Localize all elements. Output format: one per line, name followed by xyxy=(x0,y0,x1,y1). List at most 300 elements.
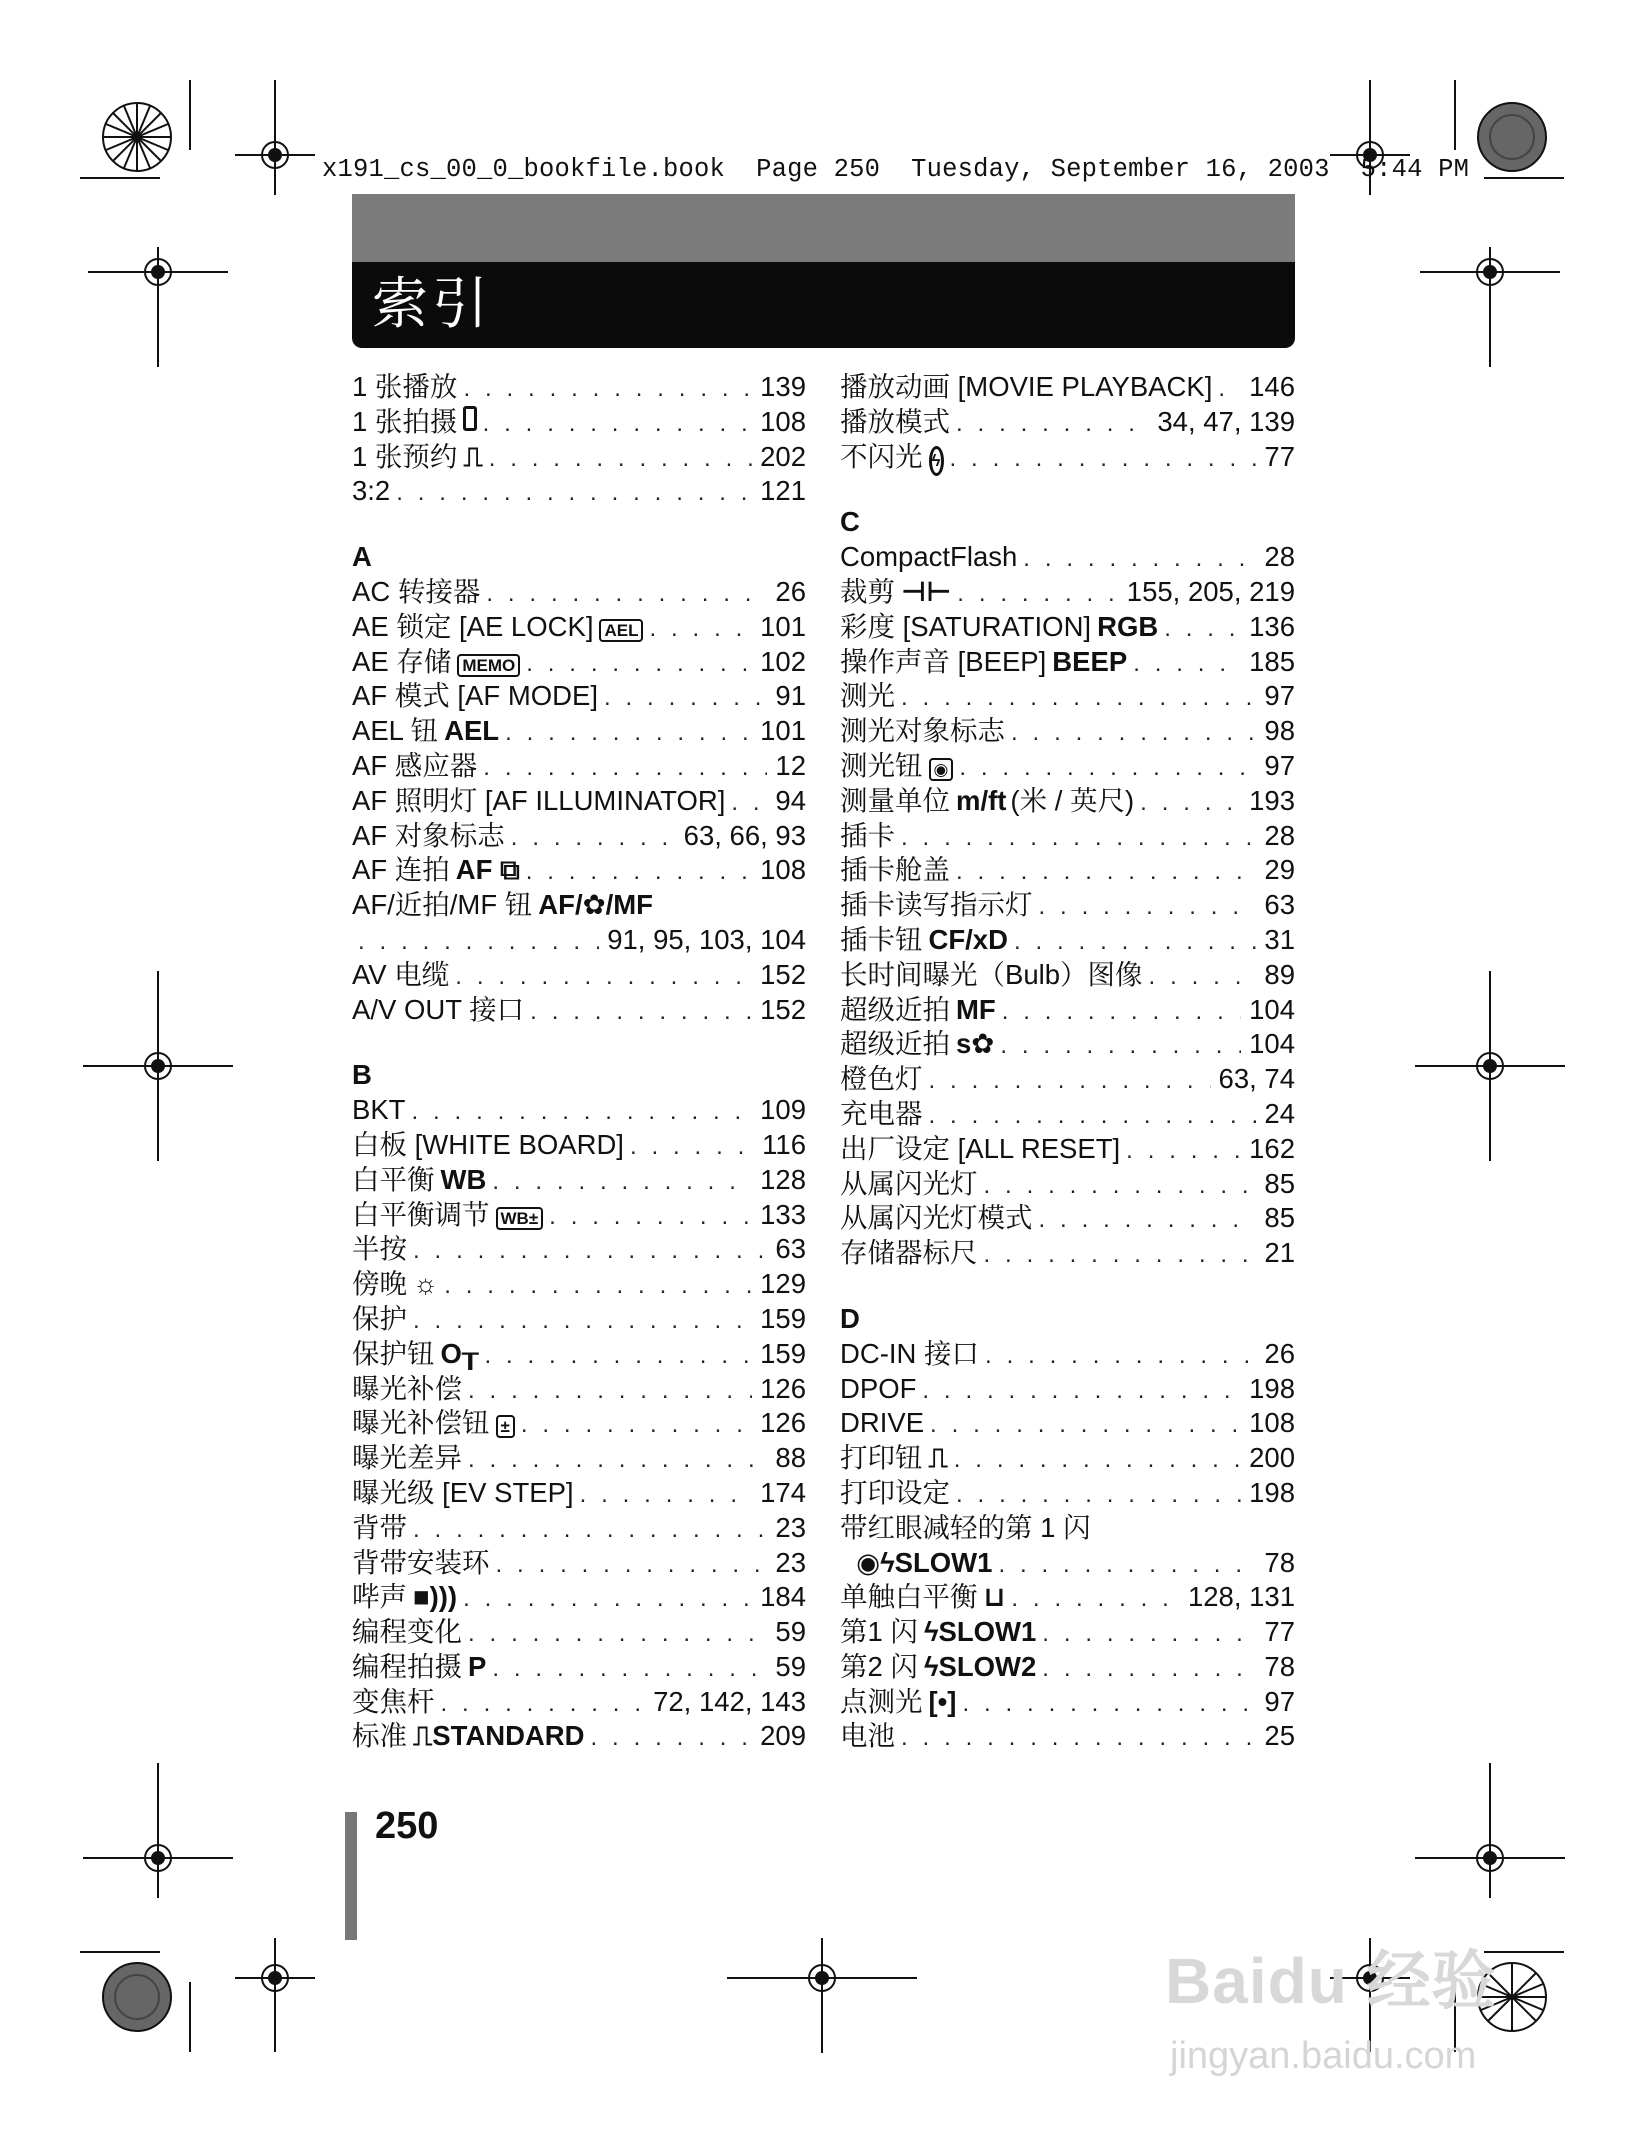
entry-label: AF 照明灯 [AF ILLUMINATOR] xyxy=(352,784,726,816)
index-entry xyxy=(840,1441,1295,1476)
page-reference: 88 xyxy=(775,1442,806,1474)
index-entry xyxy=(840,679,1295,714)
index-entry xyxy=(840,1685,1295,1720)
page-reference: 78 xyxy=(1264,1546,1295,1578)
entry-line xyxy=(840,1546,1295,1581)
dot-leader xyxy=(922,1374,1241,1409)
index-entry xyxy=(840,1719,1295,1754)
entry-label: DPOF xyxy=(840,1372,917,1404)
entry-label: 编程变化 xyxy=(352,1616,462,1648)
index-entry xyxy=(352,853,806,888)
entry-label: AF 模式 [AF MODE] xyxy=(352,680,598,712)
page-reference: 126 xyxy=(760,1407,806,1439)
entry-label: 保护 xyxy=(352,1302,407,1334)
page-reference: 63 xyxy=(775,1233,806,1265)
page-reference: 146 xyxy=(1249,371,1295,402)
index-entry xyxy=(352,575,806,610)
index-entry xyxy=(352,1163,806,1198)
index-column-left xyxy=(352,370,806,1754)
page-reference: 31 xyxy=(1264,923,1295,955)
dot-leader xyxy=(486,577,767,612)
entry-symbol: AF ⧉ xyxy=(455,854,520,886)
entry-label: 单触白平衡 xyxy=(840,1581,978,1613)
page-reference: 139 xyxy=(760,371,806,402)
dot-leader xyxy=(929,1064,1211,1099)
index-entry xyxy=(352,1719,806,1754)
page-reference: 29 xyxy=(1264,854,1295,886)
index-entry xyxy=(352,888,806,958)
entry-label: 超级近拍 xyxy=(840,993,950,1025)
page-reference: 85 xyxy=(1264,1202,1295,1234)
index-entry xyxy=(840,714,1295,749)
dot-leader xyxy=(959,751,1256,786)
dot-leader xyxy=(604,681,767,716)
index-entry xyxy=(352,1093,806,1128)
entry-label: AE 锁定 [AE LOCK] xyxy=(352,610,594,642)
dot-leader xyxy=(492,1165,752,1200)
dot-leader xyxy=(1002,995,1241,1030)
index-entry xyxy=(352,1372,806,1407)
page-reference: 97 xyxy=(1264,680,1295,712)
entry-label: 半按 xyxy=(352,1233,407,1265)
entry-symbol: ⎍ xyxy=(928,1442,948,1474)
dot-leader xyxy=(1126,1134,1241,1169)
index-entry xyxy=(352,1650,806,1685)
dot-leader xyxy=(591,1721,753,1756)
entry-symbol: MF xyxy=(956,993,996,1025)
dot-leader xyxy=(1133,647,1241,682)
entry-symbol: CF/xD xyxy=(928,923,1008,955)
page-reference: 25 xyxy=(1264,1720,1295,1752)
index-entry xyxy=(840,1476,1295,1511)
dot-leader xyxy=(649,612,752,647)
watermark-logo: Baidu 经验 xyxy=(1165,1945,1497,2017)
dot-leader xyxy=(441,1687,646,1722)
page-reference: 94 xyxy=(775,784,806,816)
page-reference: 198 xyxy=(1249,1476,1295,1508)
section-heading: C xyxy=(840,506,860,538)
page-reference: 193 xyxy=(1249,784,1295,816)
dot-leader xyxy=(396,476,752,511)
index-entry xyxy=(840,819,1295,854)
dot-leader xyxy=(526,855,752,890)
dot-leader xyxy=(1000,1029,1241,1064)
dot-leader xyxy=(956,1478,1241,1513)
dot-leader xyxy=(901,1721,1256,1756)
entry-label: 插卡舱盖 xyxy=(840,854,950,886)
dot-leader xyxy=(950,442,1257,477)
page-reference: 129 xyxy=(760,1268,806,1300)
page-reference: 91, 95, 103, 104 xyxy=(607,923,806,955)
dot-leader xyxy=(985,1339,1256,1374)
section-gap xyxy=(840,1271,1295,1302)
entry-label: 播放模式 xyxy=(840,405,950,437)
dot-leader xyxy=(1039,890,1257,925)
dot-leader xyxy=(901,681,1256,716)
page-reference: 97 xyxy=(1264,1685,1295,1717)
page-reference: 28 xyxy=(1264,541,1295,573)
index-entry xyxy=(840,1511,1295,1581)
entry-label: A/V OUT 接口 xyxy=(352,993,525,1025)
page-reference: 26 xyxy=(1264,1337,1295,1369)
index-entry xyxy=(352,749,806,784)
index-entry xyxy=(840,993,1295,1028)
entry-label: 橙色灯 xyxy=(840,1063,923,1095)
index-entry xyxy=(352,1615,806,1650)
page-reference: 63, 66, 93 xyxy=(683,819,806,851)
page-reference: 116 xyxy=(762,1128,806,1160)
entry-suffix: (米 / 英尺) xyxy=(1010,784,1135,816)
page-reference: 108 xyxy=(760,854,806,886)
dot-leader xyxy=(526,647,752,682)
page-reference: 155, 205, 219 xyxy=(1126,575,1295,607)
page-reference: 133 xyxy=(760,1198,806,1230)
entry-label: CompactFlash xyxy=(840,541,1018,573)
dot-leader xyxy=(358,925,599,960)
dot-leader xyxy=(492,1652,767,1687)
index-entry xyxy=(352,370,806,405)
page-reference: 77 xyxy=(1264,440,1295,472)
entry-label: 第1 闪 xyxy=(840,1616,918,1648)
entry-label: 测光对象标志 xyxy=(840,715,1005,747)
dot-leader xyxy=(484,1339,752,1374)
page-reference: 23 xyxy=(775,1511,806,1543)
section-gap xyxy=(840,474,1295,505)
entry-label: 打印钮 xyxy=(840,1442,923,1474)
page-reference: 28 xyxy=(1264,819,1295,851)
index-entry xyxy=(840,749,1295,784)
entry-label: DRIVE xyxy=(840,1407,925,1439)
dot-leader xyxy=(630,1130,754,1165)
page-reference: 102 xyxy=(760,645,806,677)
page-reference: 104 xyxy=(1249,993,1295,1025)
entry-label: 白板 [WHITE BOARD] xyxy=(352,1128,624,1160)
dot-leader xyxy=(1140,786,1241,821)
dot-leader xyxy=(1014,925,1256,960)
page-reference: 128 xyxy=(760,1163,806,1195)
index-entry xyxy=(352,1406,806,1441)
page-reference: 23 xyxy=(775,1546,806,1578)
index-entry xyxy=(352,405,806,440)
dot-leader xyxy=(901,821,1256,856)
dot-leader xyxy=(530,995,752,1030)
dot-leader xyxy=(413,1234,767,1269)
page-reference: 91 xyxy=(775,680,806,712)
entry-label: 背带 xyxy=(352,1511,407,1543)
header-title-bar xyxy=(352,262,1295,348)
dot-leader xyxy=(1023,542,1256,577)
entry-label: AF/近拍/MF 钮 xyxy=(352,889,533,921)
index-entry xyxy=(840,1580,1295,1615)
entry-label: 存储器标尺 xyxy=(840,1237,978,1269)
entry-label: DC-IN 接口 xyxy=(840,1337,980,1369)
index-entry xyxy=(352,714,806,749)
index-entry xyxy=(840,1372,1295,1407)
entry-label: 播放动画 [MOVIE PLAYBACK] xyxy=(840,371,1213,402)
page-reference: 78 xyxy=(1264,1650,1295,1682)
index-entry xyxy=(840,405,1295,440)
page-reference: 162 xyxy=(1249,1132,1295,1164)
index-entry xyxy=(352,1232,806,1267)
entry-label: 出厂设定 [ALL RESET] xyxy=(840,1132,1121,1164)
entry-label: AF 感应器 xyxy=(352,749,478,781)
entry-symbol: s✿ xyxy=(956,1028,995,1060)
entry-label: AC 转接器 xyxy=(352,575,481,607)
page-reference: 34, 47, 139 xyxy=(1157,405,1295,437)
page-reference: 209 xyxy=(760,1720,806,1752)
page-reference: 72, 142, 143 xyxy=(653,1685,806,1717)
dot-leader xyxy=(956,855,1256,890)
index-entry xyxy=(352,1546,806,1581)
dot-leader xyxy=(468,1617,767,1652)
dot-leader xyxy=(444,1269,752,1304)
index-entry xyxy=(840,923,1295,958)
entry-label: AEL 钮 xyxy=(352,715,439,747)
entry-label: 充电器 xyxy=(840,1097,923,1129)
index-entry xyxy=(352,784,806,819)
entry-line xyxy=(352,888,806,923)
entry-label: 背带安装环 xyxy=(352,1546,490,1578)
page-reference: 109 xyxy=(760,1094,806,1126)
dot-leader xyxy=(483,751,767,786)
entry-symbol: ϟSLOW2 xyxy=(923,1650,1037,1682)
dot-leader xyxy=(984,1238,1257,1273)
page-reference: 108 xyxy=(760,405,806,437)
index-entry xyxy=(352,1302,806,1337)
flash-off-icon: ϟ xyxy=(929,446,944,476)
page-reference: 121 xyxy=(760,475,806,507)
page-reference: 128, 131 xyxy=(1187,1581,1295,1613)
entry-label: 1 张拍摄 xyxy=(352,405,458,437)
index-entry xyxy=(352,1511,806,1546)
entry-label: 曝光补偿 xyxy=(352,1372,462,1404)
index-entry xyxy=(840,1615,1295,1650)
entry-label: 保护钮 xyxy=(352,1337,435,1369)
dot-leader xyxy=(1042,1652,1256,1687)
entry-label: 打印设定 xyxy=(840,1476,950,1508)
index-entry xyxy=(352,819,806,854)
entry-symbol: ⎍STANDARD xyxy=(413,1720,585,1752)
dot-leader xyxy=(1042,1617,1256,1652)
page-reference: 59 xyxy=(775,1650,806,1682)
button-icon: AEL xyxy=(599,619,643,642)
entry-label: 1 张播放 xyxy=(352,371,458,402)
index-entry xyxy=(352,1267,806,1302)
dot-leader xyxy=(956,407,1149,442)
index-entry xyxy=(840,1132,1295,1167)
button-icon: WB± xyxy=(496,1207,544,1230)
dot-leader xyxy=(1218,372,1241,407)
index-entry xyxy=(352,958,806,993)
entry-label: 白平衡调节 xyxy=(352,1198,490,1230)
index-entry xyxy=(840,575,1295,610)
index-entry xyxy=(840,440,1295,475)
dot-leader xyxy=(468,1374,752,1409)
entry-label: 测量单位 xyxy=(840,784,950,816)
section-heading: D xyxy=(840,1302,860,1334)
page-reference: 136 xyxy=(1249,610,1295,642)
page-reference: 202 xyxy=(760,440,806,472)
page-reference: 101 xyxy=(760,610,806,642)
page-reference: 104 xyxy=(1249,1028,1295,1060)
section-heading: A xyxy=(352,541,372,573)
page-reference: 126 xyxy=(760,1372,806,1404)
entry-symbol: AF/✿/MF xyxy=(538,889,653,921)
dot-leader xyxy=(413,1513,767,1548)
entry-symbol: [•] xyxy=(928,1685,957,1717)
dot-leader xyxy=(496,1548,768,1583)
page-reference: 26 xyxy=(775,575,806,607)
dot-leader xyxy=(957,577,1119,612)
entry-label: 不闪光 xyxy=(840,440,923,472)
entry-label: 电池 xyxy=(840,1720,895,1752)
entry-label: BKT xyxy=(352,1094,406,1126)
index-entry xyxy=(840,645,1295,680)
dot-leader xyxy=(463,372,752,407)
print-slugline: x191_cs_00_0_bookfile.book Page 250 Tuesday, September 16, 2003 5:44 PM xyxy=(322,155,1470,184)
dot-leader xyxy=(1039,1203,1257,1238)
entry-label: 曝光补偿钮 xyxy=(352,1407,490,1439)
index-entry xyxy=(840,1236,1295,1271)
index-entry xyxy=(840,888,1295,923)
page-reference: 184 xyxy=(760,1581,806,1613)
index-entry xyxy=(840,958,1295,993)
page-reference: 98 xyxy=(1264,715,1295,747)
section-heading: B xyxy=(352,1059,372,1091)
index-entry xyxy=(352,610,806,645)
entry-label: 白平衡 xyxy=(352,1163,435,1195)
index-entry xyxy=(840,610,1295,645)
entry-symbol: AEL xyxy=(444,715,500,747)
page-reference: 159 xyxy=(760,1337,806,1369)
dot-leader xyxy=(505,716,752,751)
dot-leader xyxy=(580,1478,753,1513)
page-number-bar xyxy=(345,1812,357,1940)
page-reference: 108 xyxy=(1249,1407,1295,1439)
dot-leader xyxy=(998,1548,1256,1583)
dot-leader xyxy=(413,1304,752,1339)
index-entry xyxy=(840,853,1295,888)
index-entry xyxy=(840,1062,1295,1097)
page-reference: 89 xyxy=(1264,958,1295,990)
dot-leader xyxy=(929,1099,1257,1134)
entry-label: 曝光级 [EV STEP] xyxy=(352,1476,574,1508)
index-entry xyxy=(352,1685,806,1720)
entry-symbol: WB xyxy=(440,1163,487,1195)
dot-leader xyxy=(463,1582,752,1617)
dot-leader xyxy=(1011,716,1256,751)
entry-label: 标准 xyxy=(352,1720,407,1752)
entry-label: 点测光 xyxy=(840,1685,923,1717)
entry-symbol: ◉ϟSLOW1 xyxy=(856,1546,993,1578)
dot-leader xyxy=(483,407,753,442)
entry-symbol: ☼ xyxy=(413,1268,439,1300)
entry-label: 彩度 [SATURATION] xyxy=(840,610,1092,642)
index-entry xyxy=(352,1441,806,1476)
entry-symbol: ⎍ xyxy=(463,440,483,472)
page-reference: 59 xyxy=(775,1616,806,1648)
dot-leader xyxy=(930,1408,1241,1443)
index-entry xyxy=(840,1097,1295,1132)
entry-symbol: m/ft xyxy=(956,784,1007,816)
entry-label: 测光 xyxy=(840,680,895,712)
entry-label: 第2 闪 xyxy=(840,1650,918,1682)
entry-label: AF 对象标志 xyxy=(352,819,505,851)
entry-line xyxy=(352,923,806,958)
dot-leader xyxy=(521,1408,752,1443)
single-frame-icon xyxy=(463,406,476,431)
index-entry xyxy=(352,1198,806,1233)
section-gap xyxy=(352,509,806,540)
index-entry xyxy=(840,1406,1295,1441)
entry-symbol: ⊔ xyxy=(983,1581,1006,1613)
dot-leader xyxy=(731,786,767,821)
entry-symbol: ϟSLOW1 xyxy=(923,1616,1037,1648)
dot-leader xyxy=(1164,612,1241,647)
index-entry xyxy=(352,645,806,680)
entry-label: 3:2 xyxy=(352,475,391,507)
entry-line xyxy=(840,1511,1295,1546)
dot-leader xyxy=(954,1443,1241,1478)
page-reference: 63 xyxy=(1264,889,1295,921)
dot-leader xyxy=(411,1095,752,1130)
page-reference: 159 xyxy=(760,1302,806,1334)
index-entry xyxy=(352,1580,806,1615)
entry-label: 哔声 xyxy=(352,1581,407,1613)
index-entry xyxy=(840,1027,1295,1062)
dot-leader xyxy=(489,442,752,477)
entry-label: 从属闪光灯模式 xyxy=(840,1202,1033,1234)
entry-label: 从属闪光灯 xyxy=(840,1167,978,1199)
page-reference: 185 xyxy=(1249,645,1295,677)
dot-leader xyxy=(984,1169,1257,1204)
index-entry xyxy=(840,784,1295,819)
index-entry xyxy=(840,1167,1295,1202)
page-reference: 198 xyxy=(1249,1372,1295,1404)
page-title: 索引 xyxy=(372,272,492,337)
dot-leader xyxy=(1149,960,1257,995)
entry-label: 测光钮 xyxy=(840,749,923,781)
entry-symbol: RGB xyxy=(1097,610,1159,642)
index-entry xyxy=(352,1476,806,1511)
button-icon: ± xyxy=(496,1415,515,1438)
index-column-right xyxy=(840,370,1295,1754)
entry-symbol: ■))) xyxy=(413,1581,458,1613)
index-entry xyxy=(840,370,1295,405)
dot-leader xyxy=(549,1200,752,1235)
entry-symbol: O┰ xyxy=(440,1337,479,1369)
entry-label: 超级近拍 xyxy=(840,1028,950,1060)
watermark-url: jingyan.baidu.com xyxy=(1170,2035,1477,2077)
entry-label: 长时间曝光（Bulb）图像 xyxy=(840,958,1143,990)
index-entry xyxy=(840,1650,1295,1685)
entry-symbol: BEEP xyxy=(1052,645,1128,677)
page-reference: 152 xyxy=(760,958,806,990)
index-entry xyxy=(840,1337,1295,1372)
page-number: 250 xyxy=(375,1805,439,1847)
entry-label: 编程拍摄 xyxy=(352,1650,462,1682)
entry-label: 带红眼减轻的第 1 闪 xyxy=(840,1511,1091,1543)
index-entry xyxy=(352,440,806,475)
dot-leader xyxy=(511,821,676,856)
entry-label: 操作声音 [BEEP] xyxy=(840,645,1047,677)
index-entry xyxy=(352,679,806,714)
entry-label: AV 电缆 xyxy=(352,958,450,990)
entry-symbol: ⊣⊢ xyxy=(901,575,952,607)
page-reference: 77 xyxy=(1264,1616,1295,1648)
index-entry xyxy=(352,1337,806,1372)
index-entry xyxy=(352,993,806,1028)
